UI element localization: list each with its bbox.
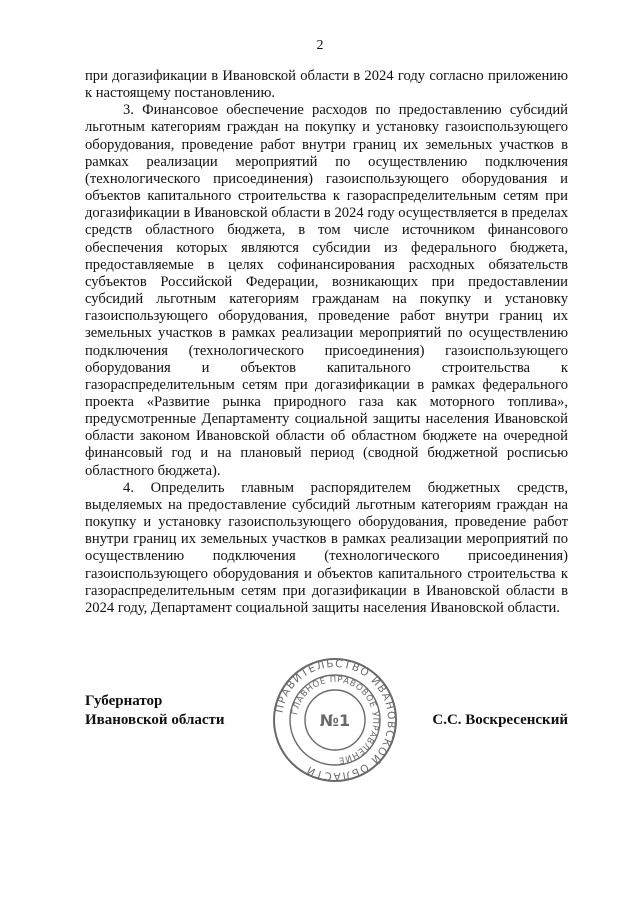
stamp-outer-text: ПРАВИТЕЛЬСТВО ИВАНОВСКОЙ ОБЛАСТИ (273, 657, 398, 783)
signatory-name: С.С. Воскресенский (432, 712, 568, 728)
signatory-title-line1: Губернатор (85, 693, 163, 709)
document-body (85, 68, 568, 617)
official-stamp (272, 657, 398, 783)
paragraph-continuation: при догазификации в Ивановской области в 2024 году согласно приложению к настоящему постановлению. (85, 68, 568, 102)
stamp-number: №1 (319, 711, 351, 730)
signatory-title-line2: Ивановской области (85, 712, 225, 728)
signatory-title (85, 692, 225, 730)
paragraph-3-financing: 3. Финансовое обеспечение расходов по предоставлению субсидий льготным категориям граждан на покупку и установку газоиспользующего оборудования, проведение работ внутри границ их земельных участков в рамках реализации мероприятий по осуществлению подключения (технологического присоединения) газоиспользующего оборудования и объектов капитального строительства к газораспределительным сетям при догазификации в Ивановской области в 2024 году осуществляется в пределах средств областного бюджета, в том числе источником финансового обеспечения которых являются субсидии из федерального бюджета, предоставляемые в целях софинансирования расходных обязательств субъектов Российской Федерации, возникающих при предоставлении субсидий льготным категориям гражданам на покупку и установку газоиспользующего оборудования, проведение работ внутри границ их земельных участков в рамках реализации мероприятий по осуществлению подключения (технологического присоединения) газоиспользующего оборудования и объектов капитального строительства к газораспределительным сетям при догазификации в рамках федерального проекта «Развитие рынка природного газа как моторного топлива», предусмотренные Департаменту социальной защиты населения Ивановской области законом Ивановской области об областном бюджете на очередной финансовый год и на плановый период (сводной бюджетной росписью областного бюджета). (85, 102, 568, 479)
page-number: 2 (316, 38, 324, 53)
paragraph-4-budget-manager: 4. Определить главным распорядителем бюджетных средств, выделяемых на предоставление субсидий льготным категориям граждан на покупку и установку газоиспользующего оборудования, проведение работ внутри границ их земельных участков в рамках реализации мероприятий по осуществлению подключения (технологического присоединения) газоиспользующего оборудования и объектов капитального строительства к газораспределительным сетям при догазификации в Ивановской области в 2024 году, Департамент социальной защиты населения Ивановской области. (85, 479, 568, 616)
stamp-inner-text: ГЛАВНОЕ ПРАВОВОЕ УПРАВЛЕНИЕ (290, 674, 381, 765)
